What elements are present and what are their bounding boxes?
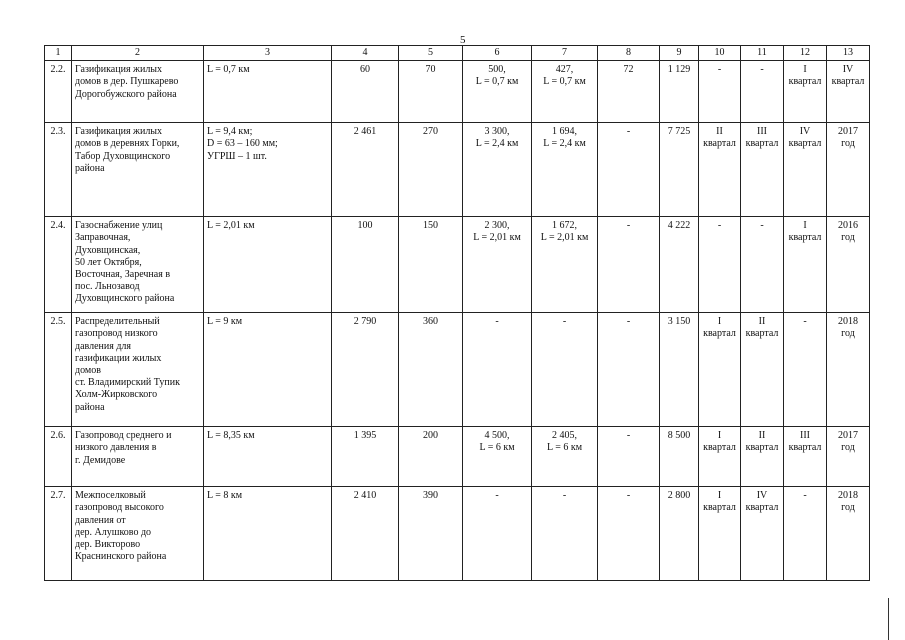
object-name-cell-line: низкого давления в	[75, 442, 157, 454]
value-cell-6-line: -	[495, 490, 499, 502]
table-row	[45, 123, 870, 217]
period-cell-10	[699, 61, 741, 123]
period-cell-11-line: II	[758, 316, 766, 328]
period-cell-10	[699, 427, 741, 487]
value-cell-7-line: -	[562, 490, 567, 502]
value-cell-4: 100	[332, 217, 399, 313]
object-name-cell-line: Дорогобужского района	[75, 88, 177, 100]
value-cell-6-line: -	[495, 316, 499, 328]
value-cell-7	[532, 487, 598, 581]
table-row	[45, 61, 870, 123]
column-header: 5	[399, 46, 463, 61]
value-cell-6-line: L = 0,7 км	[475, 76, 519, 88]
value-cell-6	[463, 313, 532, 427]
period-cell-13-line: год	[841, 232, 855, 244]
investment-program-table	[44, 45, 870, 581]
column-header: 11	[741, 46, 784, 61]
object-name-cell-line: давления от	[75, 514, 126, 526]
value-cell-6	[463, 487, 532, 581]
period-cell-12-line: -	[803, 490, 807, 502]
parameters-cell-line: УГРШ – 1 шт.	[207, 150, 267, 162]
value-cell-7-line: L = 2,4 км	[543, 138, 586, 150]
value-cell-5: 150	[399, 217, 463, 313]
period-cell-10-line: I	[717, 430, 722, 442]
object-name-cell-line: давления для	[75, 340, 132, 352]
period-cell-13-line: квартал	[831, 76, 865, 88]
parameters-cell-line: D = 63 – 160 мм;	[207, 138, 278, 150]
table-row	[45, 427, 870, 487]
period-cell-12-line: IV	[799, 126, 811, 138]
parameters-cell-line: L = 2,01 км	[207, 220, 255, 232]
value-cell-7-line: 1 672,	[552, 220, 577, 232]
period-cell-10-line: квартал	[703, 328, 736, 340]
object-name-cell	[72, 313, 204, 427]
parameters-cell-line: L = 8 км	[207, 490, 243, 502]
value-cell-6-line: 4 500,	[484, 430, 510, 442]
column-header: 1	[45, 46, 72, 61]
period-cell-11-line: -	[760, 220, 764, 232]
period-cell-12-line: квартал	[788, 76, 822, 88]
period-cell-13-line: 2016	[838, 220, 858, 232]
total-cell: 7 725	[660, 123, 699, 217]
period-cell-11-line: -	[760, 64, 764, 76]
value-cell-5: 70	[399, 61, 463, 123]
object-name-cell-line: Духовщинская,	[75, 244, 141, 256]
value-cell-5: 390	[399, 487, 463, 581]
period-cell-10-line: -	[717, 220, 722, 232]
object-name-cell-line: газификации жилых	[75, 352, 162, 364]
row-number-cell: 2.5.	[45, 313, 72, 427]
column-header: 8	[598, 46, 660, 61]
object-name-cell-line: газопровод высокого	[75, 502, 164, 514]
period-cell-11-line: квартал	[745, 442, 779, 454]
value-cell-7-line: L = 2,01 км	[540, 232, 589, 244]
value-cell-4: 2 790	[332, 313, 399, 427]
row-number-cell: 2.7.	[45, 487, 72, 581]
value-cell-8: -	[598, 217, 660, 313]
value-cell-6	[463, 427, 532, 487]
column-header: 6	[463, 46, 532, 61]
object-name-cell	[72, 217, 204, 313]
period-cell-10-line: квартал	[703, 502, 736, 514]
value-cell-6-line: 2 300,	[484, 220, 510, 232]
value-cell-6	[463, 217, 532, 313]
value-cell-7-line: 2 405,	[552, 430, 577, 442]
parameters-cell-line: L = 8,35 км	[207, 430, 255, 442]
period-cell-13-line: год	[841, 138, 855, 150]
period-cell-12	[784, 427, 827, 487]
object-name-cell-line: Газификация жилых	[75, 64, 163, 76]
period-cell-11	[741, 217, 784, 313]
column-number-row	[45, 46, 870, 61]
period-cell-12-line: -	[803, 316, 807, 328]
value-cell-6-line: 3 300,	[484, 126, 510, 138]
object-name-cell-line: Газификация жилых	[75, 126, 163, 138]
value-cell-7	[532, 217, 598, 313]
period-cell-11-line: IV	[756, 490, 768, 502]
value-cell-5: 360	[399, 313, 463, 427]
parameters-cell-line: L = 9,4 км;	[207, 126, 253, 138]
period-cell-11	[741, 123, 784, 217]
period-cell-12	[784, 61, 827, 123]
row-number-cell: 2.2.	[45, 61, 72, 123]
value-cell-8: -	[598, 427, 660, 487]
value-cell-7-line: 427,	[555, 64, 574, 76]
object-name-cell-line: Газоснабжение улиц	[75, 220, 163, 232]
value-cell-8: 72	[598, 61, 660, 123]
period-cell-13	[827, 61, 870, 123]
object-name-cell-line: района	[75, 401, 105, 413]
object-name-cell-line: дер. Алушково до	[75, 526, 152, 538]
object-name-cell-line: 50 лет Октября,	[75, 256, 142, 268]
value-cell-7	[532, 427, 598, 487]
total-cell: 1 129	[660, 61, 699, 123]
period-cell-13	[827, 427, 870, 487]
object-name-cell-line: домов в деревнях Горки,	[75, 138, 180, 150]
period-cell-13-line: год	[841, 502, 855, 514]
period-cell-10-line: I	[717, 316, 722, 328]
parameters-cell	[204, 313, 332, 427]
object-name-cell-line: Распределительный	[75, 316, 160, 328]
value-cell-5: 270	[399, 123, 463, 217]
object-name-cell	[72, 61, 204, 123]
total-cell: 8 500	[660, 427, 699, 487]
parameters-cell	[204, 217, 332, 313]
period-cell-11-line: квартал	[745, 328, 779, 340]
object-name-cell-line: Заправочная,	[75, 232, 131, 244]
period-cell-13-line: 2017	[838, 430, 858, 442]
table-row	[45, 313, 870, 427]
value-cell-4: 60	[332, 61, 399, 123]
value-cell-6-line: L = 2,01 км	[473, 232, 521, 244]
parameters-cell	[204, 427, 332, 487]
period-cell-11-line: II	[758, 430, 766, 442]
period-cell-13-line: IV	[842, 64, 854, 76]
object-name-cell-line: Газопровод среднего и	[75, 430, 172, 442]
object-name-cell	[72, 123, 204, 217]
object-name-cell-line: Табор Духовщинского	[75, 150, 171, 162]
period-cell-12	[784, 487, 827, 581]
value-cell-6-line: L = 2,4 км	[475, 138, 519, 150]
object-name-cell-line: ст. Владимирский Тупик	[75, 377, 180, 389]
object-name-cell	[72, 427, 204, 487]
period-cell-11-line: III	[757, 126, 767, 138]
column-header: 12	[784, 46, 827, 61]
value-cell-7-line: 1 694,	[552, 126, 577, 138]
period-cell-13-line: 2018	[838, 316, 858, 328]
page-number: 5	[460, 34, 466, 46]
column-header: 3	[204, 46, 332, 61]
object-name-cell-line: газопровод низкого	[75, 328, 158, 340]
object-name-cell-line: Краснинского района	[75, 551, 167, 563]
column-header: 10	[699, 46, 741, 61]
object-name-cell-line: г. Демидове	[75, 454, 126, 466]
value-cell-7-line: -	[562, 316, 567, 328]
period-cell-12-line: квартал	[788, 232, 822, 244]
value-cell-4: 2 461	[332, 123, 399, 217]
column-header: 2	[72, 46, 204, 61]
value-cell-6	[463, 61, 532, 123]
value-cell-7	[532, 313, 598, 427]
value-cell-8: -	[598, 123, 660, 217]
period-cell-13	[827, 487, 870, 581]
period-cell-11-line: квартал	[745, 502, 779, 514]
value-cell-6-line: 500,	[488, 64, 506, 76]
period-cell-12	[784, 123, 827, 217]
object-name-cell-line: Духовщинского района	[75, 293, 175, 305]
value-cell-8: -	[598, 313, 660, 427]
parameters-cell	[204, 61, 332, 123]
value-cell-6	[463, 123, 532, 217]
period-cell-11-line: квартал	[745, 138, 779, 150]
row-number-cell: 2.3.	[45, 123, 72, 217]
table-row	[45, 217, 870, 313]
parameters-cell-line: L = 0,7 км	[207, 64, 250, 76]
period-cell-13-line: 2018	[838, 490, 858, 502]
period-cell-13-line: год	[841, 442, 855, 454]
period-cell-12-line: квартал	[788, 138, 822, 150]
period-cell-11	[741, 427, 784, 487]
period-cell-10-line: -	[717, 64, 722, 76]
value-cell-4: 1 395	[332, 427, 399, 487]
object-name-cell-line: пос. Льнозавод	[75, 281, 140, 293]
object-name-cell-line: Холм-Жирковского	[75, 389, 158, 401]
period-cell-13	[827, 217, 870, 313]
row-number-cell: 2.4.	[45, 217, 72, 313]
period-cell-11	[741, 487, 784, 581]
value-cell-5: 200	[399, 427, 463, 487]
column-header: 7	[532, 46, 598, 61]
period-cell-12	[784, 313, 827, 427]
column-header: 4	[332, 46, 399, 61]
object-name-cell-line: дер. Викторово	[75, 538, 141, 550]
period-cell-10-line: квартал	[703, 442, 736, 454]
total-cell: 3 150	[660, 313, 699, 427]
object-name-cell-line: Межпоселковый	[75, 490, 146, 502]
period-cell-11	[741, 313, 784, 427]
period-cell-10	[699, 123, 741, 217]
value-cell-7	[532, 123, 598, 217]
value-cell-6-line: L = 6 км	[479, 442, 515, 454]
period-cell-12	[784, 217, 827, 313]
total-cell: 4 222	[660, 217, 699, 313]
value-cell-7-line: L = 6 км	[546, 442, 583, 454]
period-cell-10	[699, 217, 741, 313]
period-cell-10	[699, 487, 741, 581]
period-cell-12-line: I	[803, 64, 807, 76]
parameters-cell	[204, 123, 332, 217]
object-name-cell-line: района	[75, 162, 105, 174]
period-cell-13-line: 2017	[838, 126, 858, 138]
margin-line	[888, 598, 889, 640]
period-cell-10-line: I	[717, 490, 722, 502]
object-name-cell-line: домов в дер. Пушкарево	[75, 76, 179, 88]
object-name-cell-line: Восточная, Заречная в	[75, 268, 171, 280]
period-cell-13	[827, 313, 870, 427]
parameters-cell	[204, 487, 332, 581]
object-name-cell	[72, 487, 204, 581]
table-row	[45, 487, 870, 581]
value-cell-8: -	[598, 487, 660, 581]
column-header: 9	[660, 46, 699, 61]
value-cell-7	[532, 61, 598, 123]
period-cell-12-line: I	[803, 220, 807, 232]
period-cell-12-line: квартал	[788, 442, 822, 454]
value-cell-4: 2 410	[332, 487, 399, 581]
period-cell-11	[741, 61, 784, 123]
parameters-cell-line: L = 9 км	[207, 316, 243, 328]
period-cell-10-line: квартал	[703, 138, 736, 150]
period-cell-13	[827, 123, 870, 217]
value-cell-7-line: L = 0,7 км	[543, 76, 586, 88]
period-cell-12-line: III	[800, 430, 810, 442]
row-number-cell: 2.6.	[45, 427, 72, 487]
total-cell: 2 800	[660, 487, 699, 581]
column-header: 13	[827, 46, 870, 61]
period-cell-10	[699, 313, 741, 427]
object-name-cell-line: домов	[75, 364, 101, 376]
period-cell-13-line: год	[841, 328, 855, 340]
period-cell-10-line: II	[716, 126, 723, 138]
